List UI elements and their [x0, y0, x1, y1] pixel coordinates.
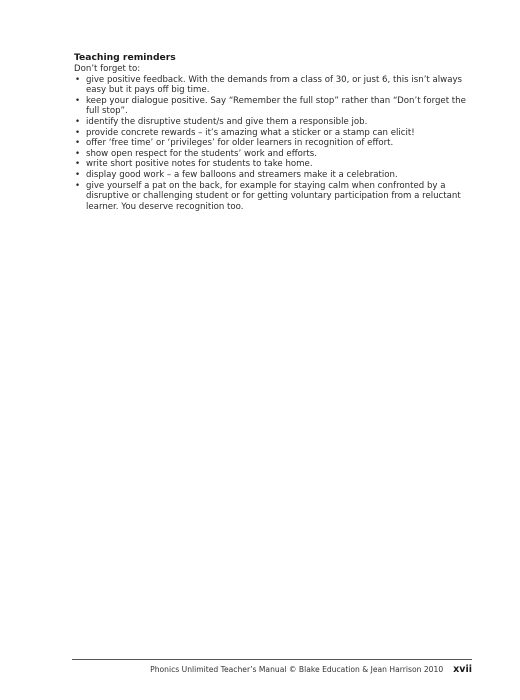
- list-item: [74, 170, 474, 181]
- teaching-reminders-section: [74, 52, 474, 212]
- bullet-icon: •: [75, 159, 81, 170]
- list-item: [74, 149, 474, 160]
- list-item-text: display good work – a few balloons and streamers make it a celebration.: [86, 169, 398, 180]
- list-item: [74, 181, 474, 213]
- list-item-text: keep your dialogue positive. Say “Remember the full stop” rather than “Don’t forget the full stop”.: [86, 95, 466, 117]
- section-intro: Don’t forget to:: [74, 64, 141, 74]
- bullet-icon: •: [75, 116, 81, 127]
- bullet-icon: •: [75, 180, 81, 191]
- list-item: [74, 75, 474, 96]
- reminders-list: [74, 75, 474, 213]
- bullet-icon: •: [75, 148, 81, 159]
- footer-divider: [72, 659, 472, 660]
- section-heading: Teaching reminders: [74, 52, 176, 63]
- list-item: [74, 128, 474, 139]
- list-item: [74, 96, 474, 117]
- list-item: [74, 138, 474, 149]
- list-item-text: give positive feedback. With the demands from a class of 30, or just 6, this isn’t always easy but it pays off big time.: [86, 74, 463, 96]
- page-number: xvii: [453, 664, 472, 675]
- bullet-icon: •: [75, 95, 81, 106]
- bullet-icon: •: [75, 138, 81, 149]
- list-item: [74, 117, 474, 128]
- list-item-text: write short positive notes for students to take home.: [86, 159, 313, 170]
- list-item-text: identify the disruptive student/s and give them a responsible job.: [86, 116, 368, 127]
- bullet-icon: •: [75, 74, 81, 85]
- list-item-text: provide concrete rewards – it’s amazing what a sticker or a stamp can elicit!: [86, 127, 415, 138]
- footer-credit: Phonics Unlimited Teacher’s Manual © Blake Education & Jean Harrison 2010: [150, 665, 444, 674]
- list-item-text: give yourself a pat on the back, for example for staying calm when confronted by a disruptive or challenging student or for getting voluntary participation from a reluctant learner. You deserve recognition too.: [86, 180, 461, 212]
- list-item-text: show open respect for the students’ work and efforts.: [86, 148, 317, 159]
- bullet-icon: •: [75, 127, 81, 138]
- bullet-icon: •: [75, 169, 81, 180]
- page-footer: [72, 664, 472, 676]
- list-item: [74, 159, 474, 170]
- list-item-text: offer ‘free time’ or ‘privileges’ for older learners in recognition of effort.: [86, 138, 394, 149]
